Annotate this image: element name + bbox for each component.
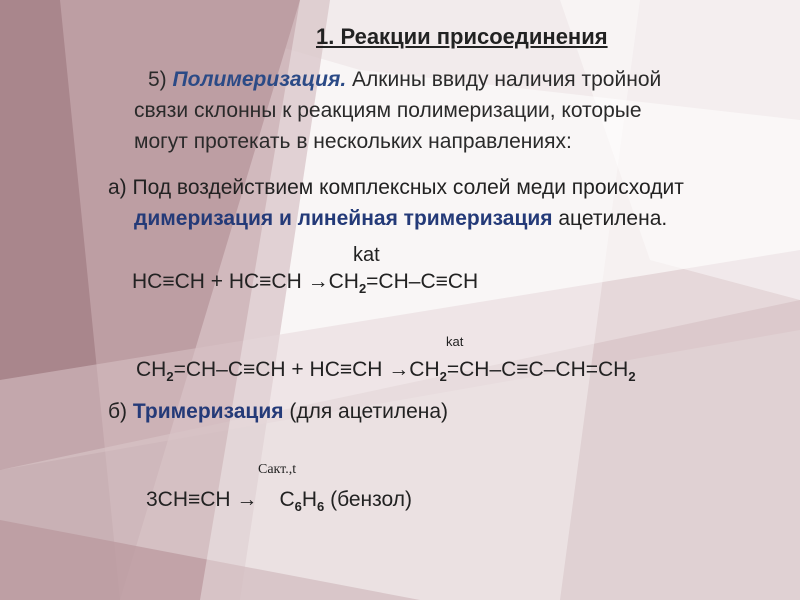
eq2-catalyst: kat	[446, 334, 464, 349]
equation-1	[132, 270, 478, 296]
equation-2	[136, 358, 636, 384]
section-a-highlight: димеризация и линейная тримеризация	[134, 207, 553, 230]
section-b-marker: б)	[108, 400, 133, 423]
section-a-line2-rest: ацетилена.	[552, 207, 668, 230]
eq3-product: (бензол)	[324, 488, 413, 511]
section-b-term: Тримеризация	[132, 400, 284, 423]
section-b	[108, 400, 448, 424]
eq2-part1: CH	[136, 358, 167, 381]
section-a-line1-text: Под воздействием комплексных солей меди происходит	[126, 176, 684, 199]
eq3-c: C	[279, 488, 295, 511]
intro-line-3: могут протекать в нескольких направлениях:	[134, 130, 572, 153]
intro-line-1	[134, 64, 661, 95]
section-b-rest: (для ацетилена)	[283, 400, 449, 423]
intro-paragraph	[134, 64, 661, 157]
eq3-catalyst: Сакт.,t	[258, 462, 297, 477]
slide-title: 1. Реакции присоединения	[316, 24, 608, 49]
eq3-c-sub: 6	[294, 499, 302, 514]
intro-line1-rest: Алкины ввиду наличия тройной	[346, 68, 662, 91]
section-a-line-1	[108, 172, 684, 203]
eq2-part3: =CH–C≡C–CH=CH	[446, 358, 629, 381]
eq3-h-sub: 6	[317, 499, 325, 514]
eq1-right: =CH–C≡CH	[366, 270, 479, 293]
eq1-left: HC≡CH + HC≡CH →CH	[132, 270, 359, 293]
eq2-sub2: 2	[439, 369, 447, 384]
equation-3	[146, 488, 412, 514]
eq2-sub1: 2	[166, 369, 174, 384]
eq3-h: H	[301, 488, 318, 511]
eq1-subscript: 2	[358, 281, 367, 296]
intro-line-2: связи склонны к реакциям полимеризации, которые	[134, 99, 642, 122]
eq2-part2: =CH–C≡CH + HC≡CH →CH	[173, 358, 440, 381]
section-a-marker: а)	[108, 176, 127, 199]
intro-number: 5)	[148, 68, 173, 91]
intro-term: Полимеризация.	[172, 68, 347, 91]
eq1-catalyst: kat	[353, 244, 380, 266]
section-a-line-2	[108, 203, 684, 234]
eq2-sub3: 2	[628, 369, 636, 384]
eq3-left: 3CH≡CH →	[146, 488, 258, 511]
section-a	[108, 172, 684, 234]
